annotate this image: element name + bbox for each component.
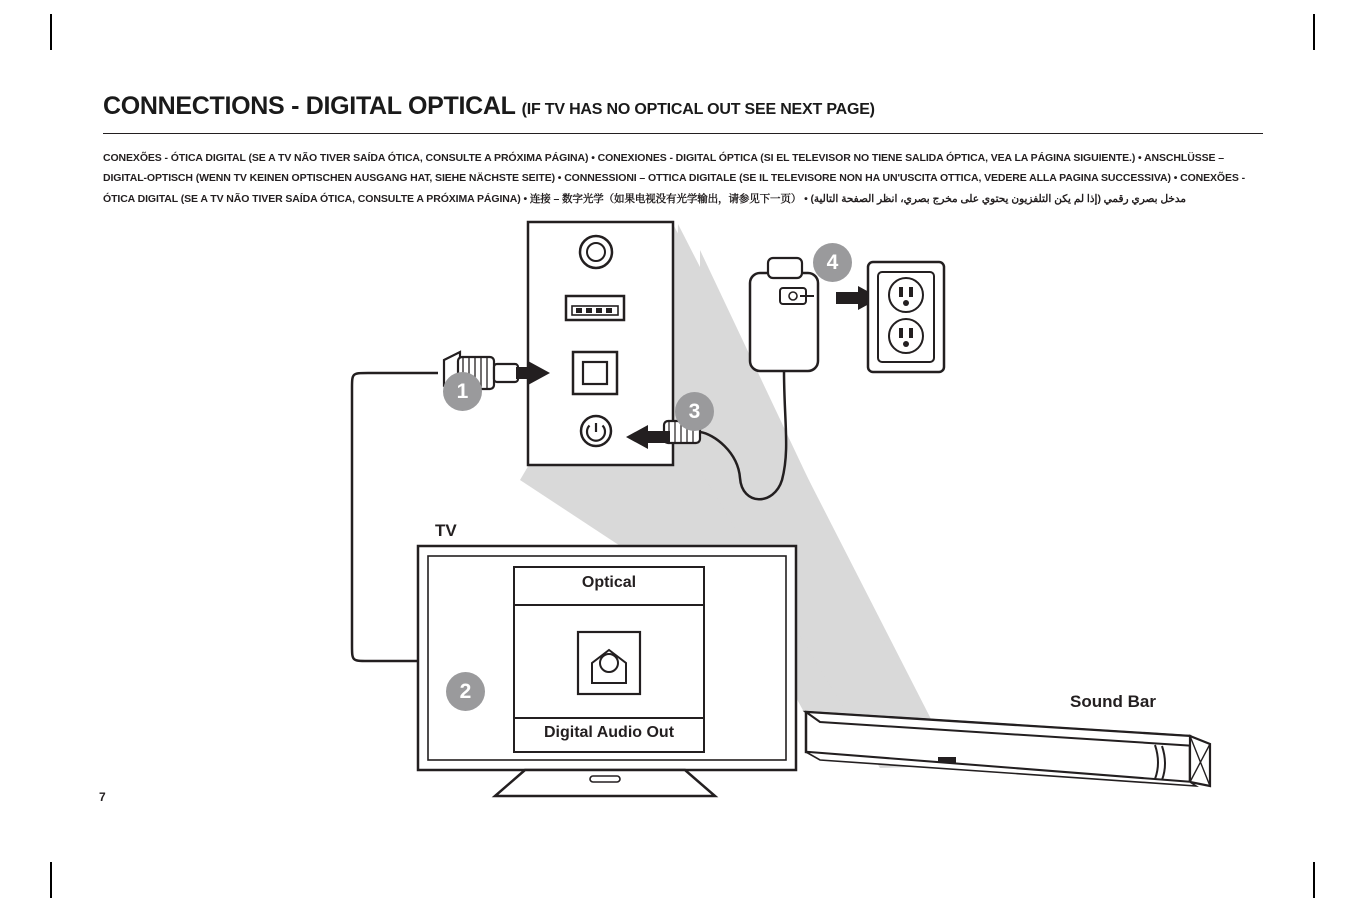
wall-outlet xyxy=(868,262,944,372)
step-badge-3: 3 xyxy=(675,392,714,431)
step-badge-4: 4 xyxy=(813,243,852,282)
page-subtitle: (IF TV HAS NO OPTICAL OUT SEE NEXT PAGE) xyxy=(521,101,875,118)
tv-label: TV xyxy=(435,521,457,540)
sound-bar-label: Sound Bar xyxy=(1070,692,1156,711)
page-number: 7 xyxy=(99,790,106,804)
translated-subtitle: CONEXÕES - ÓTICA DIGITAL (SE A TV NÃO TIVER SAÍDA ÓTICA, CONSULTE A PRÓXIMA PÁGINA) • CONEXIONES - DIGITAL ÓPTICA (SI EL TELEVISOR NO TIENE SALIDA ÓPTICA, VEA LA PÁGINA SIGUIENTE.) • ANSCHLÜSSE – DIGITAL-OPTISCH (WENN TV KEINEN OPTISCHEN AUSGANG HAT, SIEHE NÄCHSTE SEITE) • CONNESSIONI – OTTICA DIGITALE (SE IL TELEVISORE NON HA UN'USCITA OTTICA, VEDERE ALLA PAGINA SUCCESSIVA) • CONEXÕES - ÓTICA DIGITAL (SE A TV NÃO TIVER SAÍDA ÓTICA, CONSULTE A PRÓXIMA PÁGINA) • 连接 – 数字光学（如果电视没有光学输出，请参见下一页） • (إذا لم يكن التلفزيون يحتوي على مخرج بصري، انظر الصفحة التالية) مدخل بصري رقمي xyxy=(103,152,1246,205)
step-badge-1: 1 xyxy=(443,372,482,411)
soundbar-back-panel xyxy=(528,222,673,465)
step-badge-2: 2 xyxy=(446,672,485,711)
optical-port-label: Optical xyxy=(581,574,637,591)
page-title: CONNECTIONS - DIGITAL OPTICAL xyxy=(103,92,516,120)
power-adapter xyxy=(750,258,880,371)
digital-audio-out-label: Digital Audio Out xyxy=(543,724,675,741)
sound-bar xyxy=(806,712,1210,786)
